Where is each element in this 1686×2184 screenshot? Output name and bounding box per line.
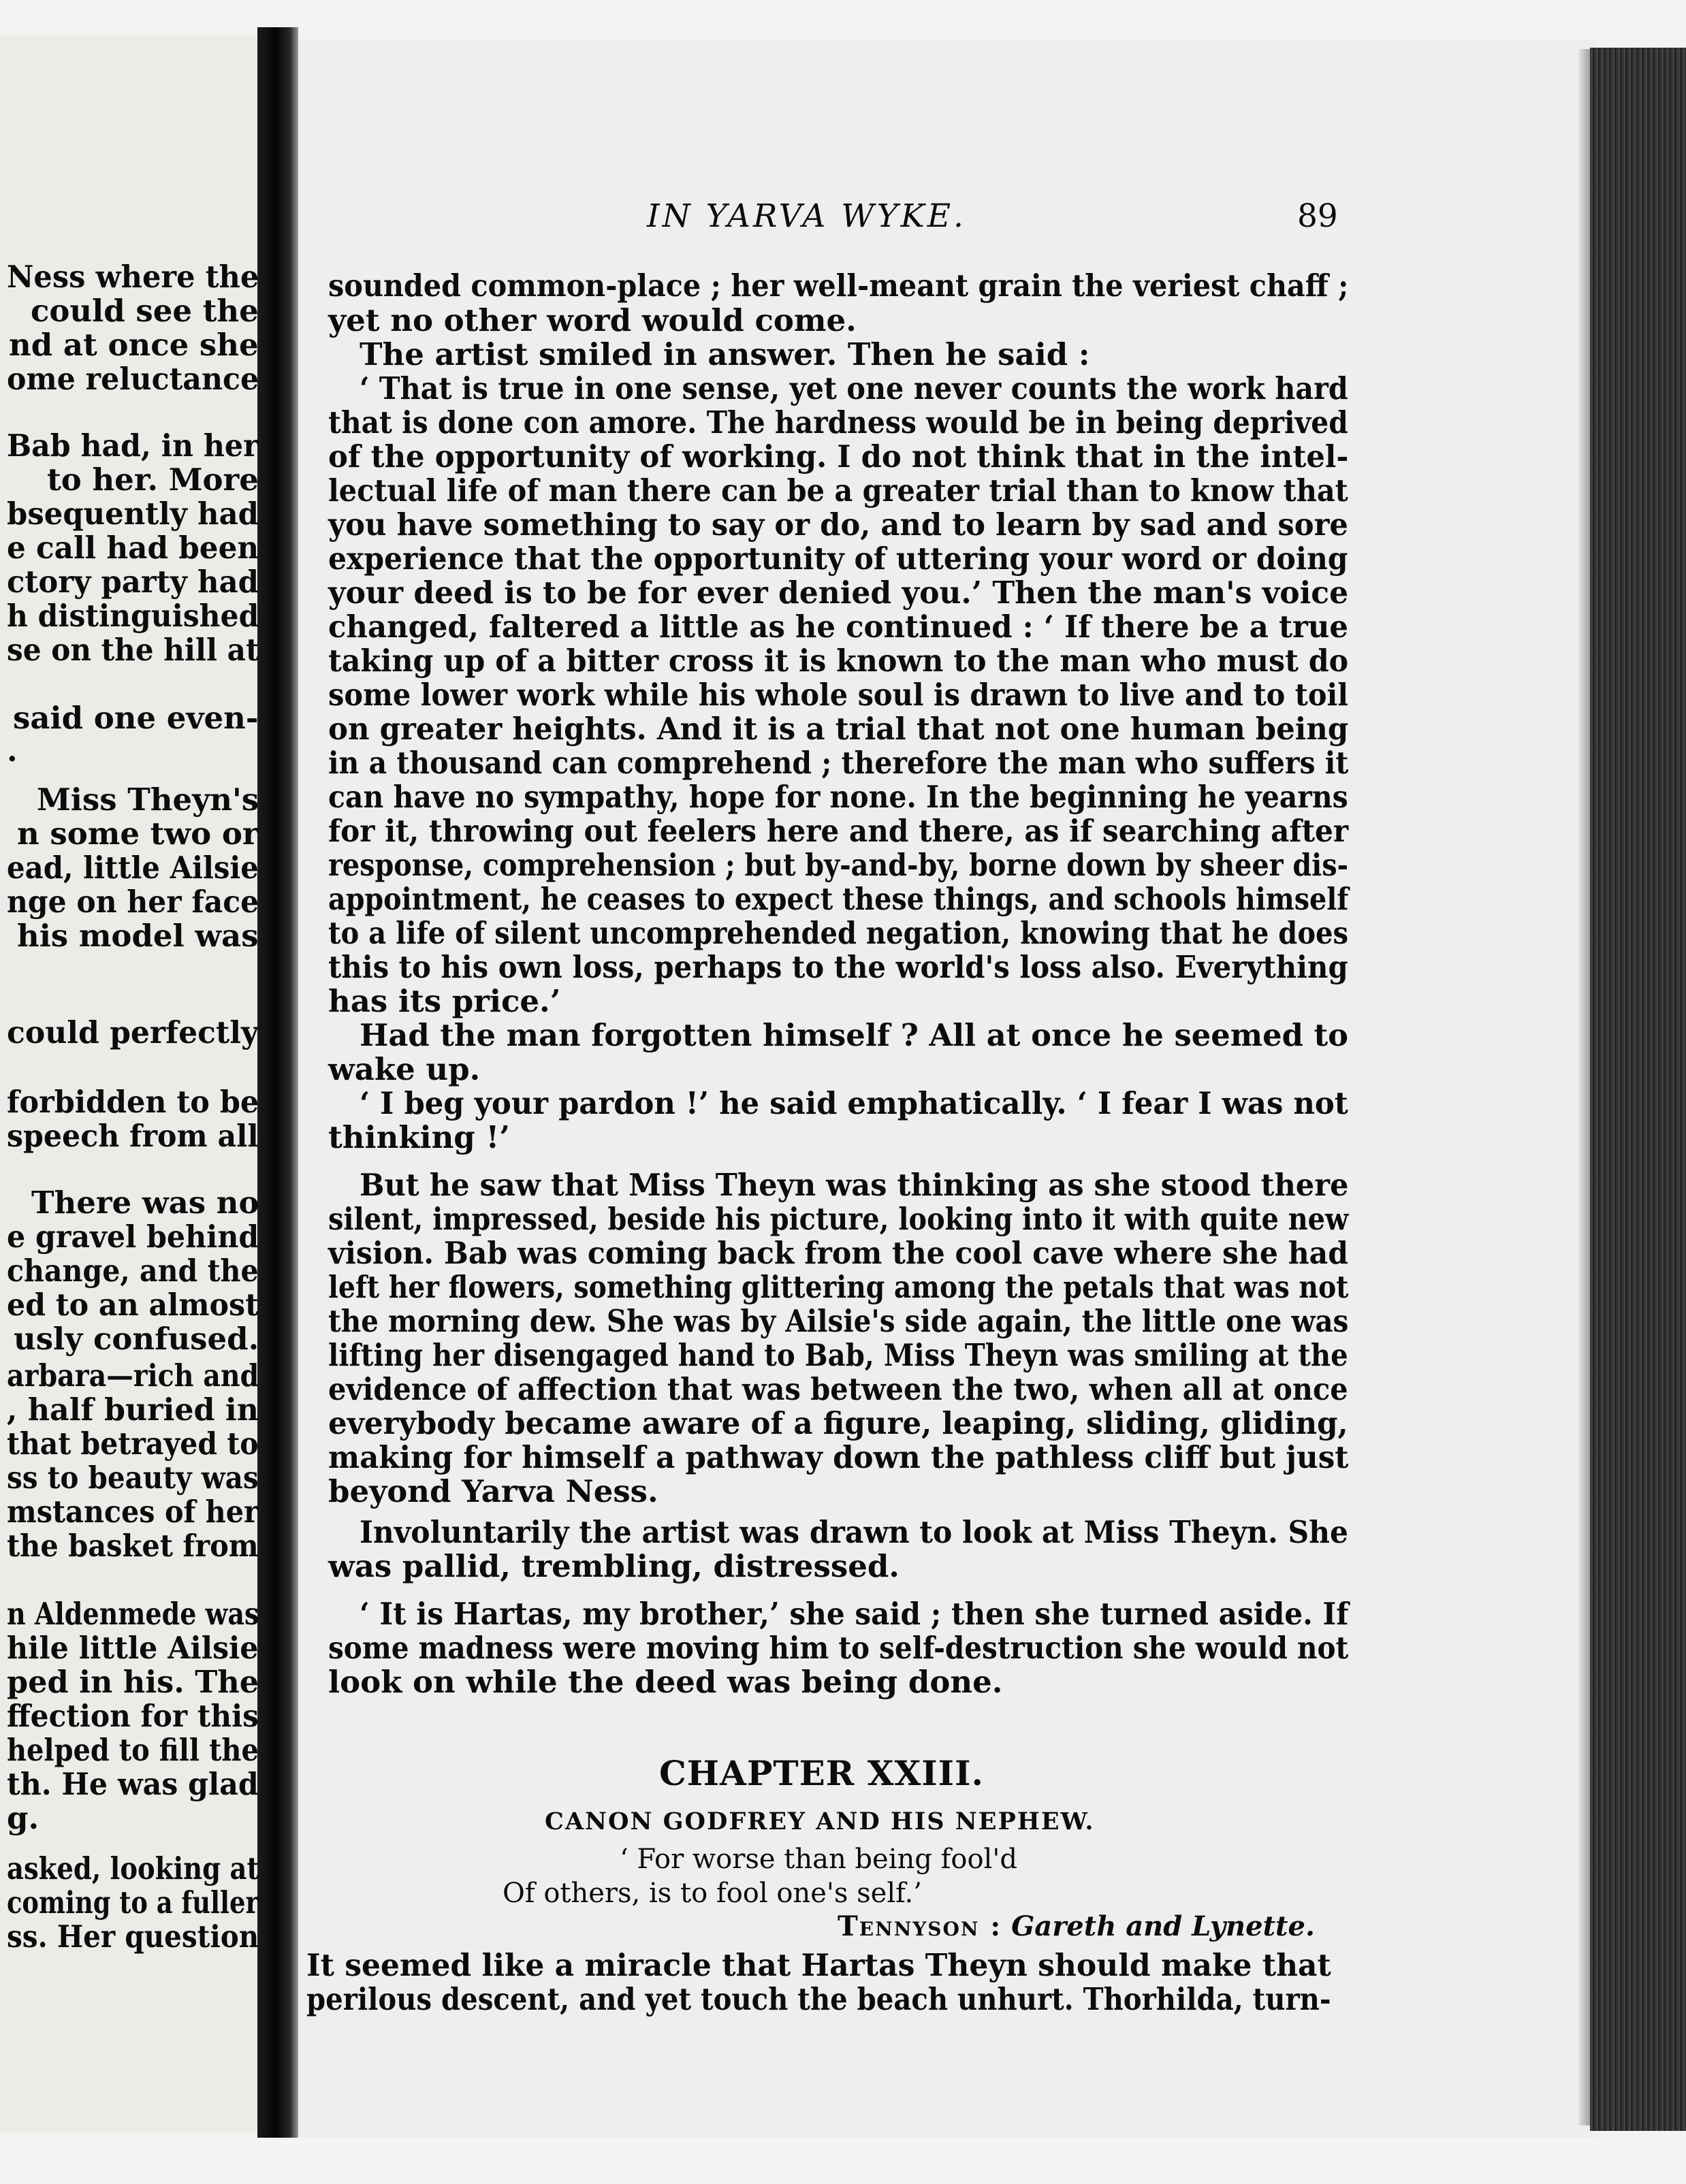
body-line: in a thousand can comprehend ; therefore the man who suffers it [328,745,1349,781]
body-line: The artist smiled in answer. Then he said : [360,336,1090,372]
previous-page-line: n Aldenmede was [7,1596,259,1632]
previous-page-line: that betrayed to [7,1426,259,1462]
previous-page-line: e call had been [7,530,259,566]
body-line: wake up. [328,1051,481,1087]
previous-page-line: coming to a fuller [7,1884,259,1921]
previous-page-line: g. [7,1800,39,1836]
epigraph-author: Tennyson : [838,1910,1002,1942]
body-line: thinking !’ [328,1119,510,1155]
previous-page-line: ed to an almost [7,1287,259,1323]
previous-page-line: There was no [31,1185,259,1221]
running-head: IN YARVA WYKE. [647,197,966,235]
epigraph-work: Gareth and Lynette. [1011,1910,1315,1942]
body-line: silent, impressed, beside his picture, looking into it with quite new [328,1201,1349,1237]
previous-page-line: Bab had, in her [7,428,259,464]
body-line: left her flowers, something glittering among the petals that was not [328,1269,1349,1305]
previous-page-line: ead, little Ailsie [7,850,259,886]
previous-page-line: , half buried in [7,1392,259,1428]
previous-page-line: his model was [17,918,259,954]
body-line: the morning dew. She was by Ailsie's side again, the little one was [328,1303,1349,1339]
page-number: 89 [1297,197,1338,235]
previous-page-line: change, and the [7,1253,259,1289]
previous-page-line: th. He was glad [7,1766,259,1802]
body-line: lifting her disengaged hand to Bab, Miss Theyn was smiling at the [328,1337,1348,1373]
previous-page-line: h distinguished [7,598,259,634]
previous-page-line: bsequently had [7,496,259,532]
body-line: ‘ That is true in one sense, yet one never counts the work hard [360,370,1348,406]
chapter-subtitle: CANON GODFREY AND HIS NEPHEW. [545,1808,1095,1835]
previous-page-line: ome reluctance [7,361,259,397]
body-line: taking up of a bitter cross it is known to the man who must do [328,643,1349,679]
body-line: of the opportunity of working. I do not think that in the intel- [328,438,1349,475]
epigraph-attribution [838,1910,1315,1942]
previous-page-line: mstances of her [7,1494,259,1530]
previous-page-line: nge on her face [7,884,259,920]
body-line: appointment, he ceases to expect these things, and schools himself [328,881,1349,917]
body-line: can have no sympathy, hope for none. In the beginning he yearns [328,779,1348,815]
body-line: yet no other word would come. [328,302,857,338]
previous-page-line: arbara—rich and [7,1358,259,1394]
body-line: ‘ I beg your pardon !’ he said emphatically. ‘ I fear I was not [360,1085,1348,1121]
previous-page-line: hile little Ailsie [7,1630,259,1666]
body-line: some lower work while his whole soul is drawn to live and to toil [328,677,1348,713]
body-line: sounded common-place ; her well-meant grain the veriest chaff ; [328,268,1349,304]
previous-page-line: ctory party had [7,564,259,600]
body-line: to a life of silent uncomprehended negation, knowing that he does [328,915,1349,951]
previous-page-line: said one even- [13,700,259,736]
previous-page-line: . [7,733,18,769]
body-line: everybody became aware of a figure, leaping, sliding, gliding, [328,1405,1348,1441]
previous-page-line: n some two or [17,816,259,852]
body-line: look on while the deed was being done. [328,1664,1003,1700]
scan-bottom-margin [0,2138,1686,2184]
chapter-opening-line: perilous descent, and yet touch the beach unhurt. Thorhilda, turn- [306,1981,1331,2017]
previous-page-line: nd at once she [9,327,259,363]
body-line: changed, faltered a little as he continued : ‘ If there be a true [328,609,1348,645]
body-line: this to his own loss, perhaps to the world's loss also. Everything [328,949,1348,985]
previous-page-line: speech from all [7,1118,259,1154]
epigraph-line-2: Of others, is to fool one's self.’ [503,1878,922,1909]
body-line: But he saw that Miss Theyn was thinking as she stood there [360,1167,1349,1203]
chapter-title: CHAPTER XXIII. [659,1753,984,1793]
body-line: that is done con amore. The hardness would be in being deprived [328,404,1348,440]
body-line: beyond Yarva Ness. [328,1473,658,1509]
body-line: making for himself a pathway down the pathless cliff but just [328,1439,1349,1475]
body-line: has its price.’ [328,983,561,1019]
body-line: lectual life of man there can be a greater trial than to know that [328,472,1348,509]
chapter-opening-line: It seemed like a miracle that Hartas Theyn should make that [306,1947,1331,1983]
body-line: Involuntarily the artist was drawn to look at Miss Theyn. She [360,1514,1348,1550]
body-line: ‘ It is Hartas, my brother,’ she said ; then she turned aside. If [360,1596,1349,1632]
body-line: some madness were moving him to self-destruction she would not [328,1630,1349,1666]
epigraph-line-1: ‘ For worse than being fool'd [620,1844,1017,1875]
previous-page-line: e gravel behind [7,1219,259,1255]
previous-page-line: usly confused. [14,1321,259,1357]
previous-page-line: to her. More [47,462,259,498]
body-line: for it, throwing out feelers here and there, as if searching after [328,813,1349,849]
previous-page-line: ffection for this [7,1698,259,1734]
previous-page-line: Ness where the [7,259,259,295]
body-line: vision. Bab was coming back from the cool cave where she had [328,1235,1348,1271]
previous-page-line: Miss Theyn's [37,782,259,818]
body-line: on greater heights. And it is a trial that not one human being [328,711,1349,747]
body-line: response, comprehension ; but by-and-by, borne down by sheer dis- [328,847,1349,883]
body-line: Had the man forgotten himself ? All at once he seemed to [360,1017,1349,1053]
previous-page-line: forbidden to be [7,1084,259,1120]
body-line: evidence of affection that was between the two, when all at once [328,1371,1348,1407]
previous-page-line: se on the hill at [7,632,259,668]
body-line: you have something to say or do, and to learn by sad and sore [328,507,1348,543]
body-line: experience that the opportunity of uttering your word or doing [328,541,1348,577]
previous-page-line: ss. Her question [7,1918,259,1955]
previous-page-line: asked, looking at [7,1850,259,1886]
previous-page-line: the basket from [7,1528,259,1564]
previous-page-line: ss to beauty was [7,1460,259,1496]
body-line: was pallid, trembling, distressed. [328,1548,900,1584]
previous-page-line: could perfectly [7,1014,259,1050]
previous-page-line: ped in his. The [7,1664,259,1700]
body-line: your deed is to be for ever denied you.’ Then the man's voice [328,575,1349,611]
book-gutter [257,27,298,2151]
previous-page-line: could see the [31,293,259,329]
previous-page-line: helped to fill the [7,1732,259,1768]
page-block-edge [1590,48,1686,2131]
